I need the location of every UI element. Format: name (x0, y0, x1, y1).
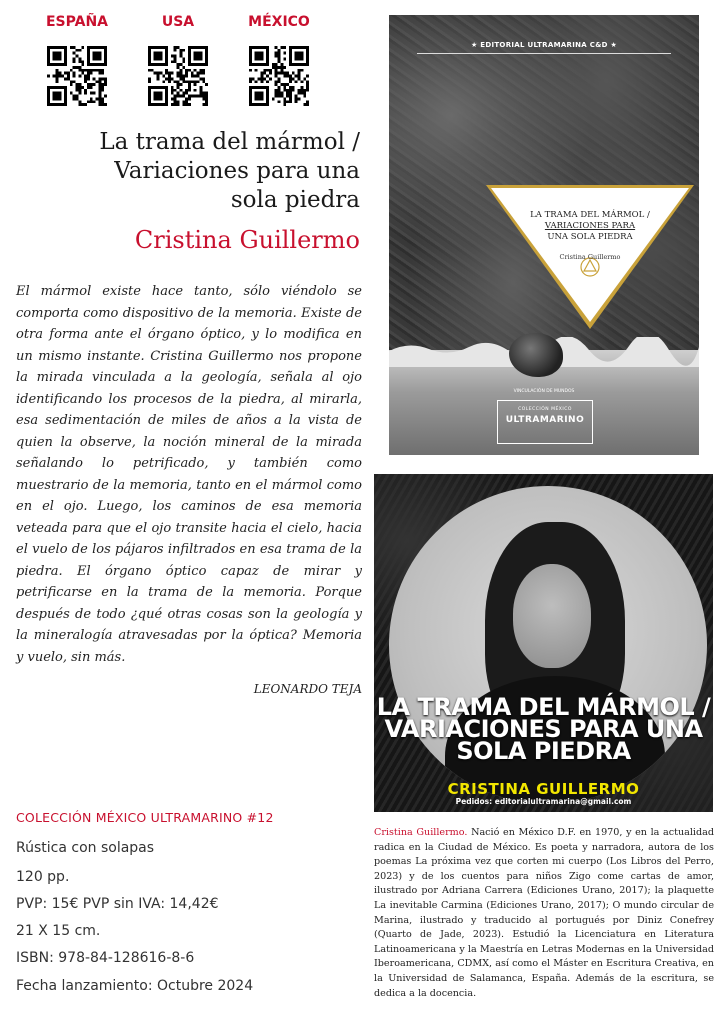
cover-publisher: ★ EDITORIAL ULTRAMARINA C&D ★ (470, 41, 618, 49)
qr-code-usa[interactable] (148, 46, 208, 106)
photo-face (513, 564, 591, 668)
cover-rock (509, 333, 563, 377)
qr-code-espana[interactable] (47, 46, 107, 106)
spec-size: 21 X 15 cm. (16, 923, 101, 939)
blurb-signature: LEONARDO TEJA (253, 682, 362, 696)
photo-title (374, 693, 713, 765)
book-author: Cristina Guillermo (134, 226, 360, 254)
cover-title-line-3: UNA SOLA PIEDRA (547, 232, 633, 242)
cover-logo-main: ULTRAMARINO (505, 415, 585, 425)
cover-divider (417, 53, 671, 54)
qr-label-usa: USA (161, 14, 195, 30)
author-bio (374, 826, 714, 1001)
photo-title-line-2: VARIACIONES PARA UNA (384, 715, 703, 743)
qr-label-espana: ESPAÑA (45, 14, 108, 30)
book-title-line-2: Variaciones para una (114, 158, 360, 184)
cover-title-line-1: LA TRAMA DEL MÁRMOL / (530, 210, 650, 220)
spec-pages: 120 pp. (16, 869, 70, 885)
spec-release-date: Fecha lanzamiento: Octubre 2024 (16, 978, 254, 994)
book-title-line-1: La trama del mármol / (99, 129, 360, 155)
book-title (40, 128, 360, 215)
photo-author: CRISTINA GUILLERMO (447, 780, 640, 798)
book-cover (389, 15, 699, 455)
bio-text: Nació en México D.F. en 1970, y en la actualidad radica en la Ciudad de México. Es poeta y narradora, autora de los poemas La próxima vez que corten mi cuerpo (Los Libros del Perro, 2023) y de los cuentos para niños Zigo come cartas de amor, ilustrado por Adriana Carrera (Ediciones Urano, 2017); la plaquette La inevitable Carmina (Ediciones Urano, 2017); O mundo circular de Marina, ilustrado y traducido al portugués por Diniz Conefrey (Quarto de Jade, 2023). Estudió la Licenciatura en Literatura Latinoamericana y la Maestría en Letras Modernas en la Universidad Iberoamericana, CDMX, así como el Máster en Escritura Creativa, en la Universidad de Salamanca, España. Además de la escritura, se dedica a la docencia. (374, 827, 714, 999)
cover-logo-top: COLECCIÓN MÉXICO (518, 407, 572, 412)
qr-code-mexico[interactable] (249, 46, 309, 106)
blurb-text: El mármol existe hace tanto, sólo viéndolo se comporta como dispositivo de la memoria. Existe de otra forma ante el órgano óptico, y lo modifica en un mismo instante. Cristina Guillermo nos propone la mirada vinculada a la geología, señala al ojo identificando los procesos de la piedra, al mirarla, esa sedimentación de miles de años a la vista de quien la observe, la noción mineral de la mirada señalando lo petrificado, y también como muestrario de la memoria, tanto en el mármol como en el ojo. Luego, los caminos de esa memoria veteada para que el ojo transite hacia el cielo, hacia el vuelo de los pájaros infiltrados en esa trama de la piedra. El órgano óptico capaz de mirar y petrificarse en la trama de la memoria. Porque después de todo ¿qué otras cosas son la geología y la mineralogía atravesadas por la óptica? Memoria y vuelo, sin más. (16, 284, 362, 665)
cover-title (484, 210, 696, 243)
photo-title-line-3: SOLA PIEDRA (456, 737, 631, 765)
bio-author-name: Cristina Guillermo. (374, 827, 468, 838)
photo-email: Pedidos: editorialultramarina@gmail.com (455, 797, 632, 806)
spec-binding: Rústica con solapas (16, 840, 155, 856)
collection-label: COLECCIÓN MÉXICO ULTRAMARINO #12 (16, 810, 274, 825)
cover-ultramarino-logo (497, 400, 593, 444)
qr-label-mexico: MÉXICO (248, 14, 310, 30)
author-photo (374, 474, 713, 812)
book-title-line-3: sola piedra (230, 187, 360, 213)
cover-title-line-2: VARIACIONES PARA (544, 221, 636, 231)
photo-title-line-1: LA TRAMA DEL MÁRMOL / (376, 693, 711, 721)
spec-isbn: ISBN: 978-84-128616-8-6 (16, 950, 195, 966)
cover-author: Cristina Guillermo (559, 253, 621, 261)
cover-collection-note: VINCULACIÓN DE MUNDOS (513, 389, 575, 394)
spec-price: PVP: 15€ PVP sin IVA: 14,42€ (16, 896, 219, 912)
